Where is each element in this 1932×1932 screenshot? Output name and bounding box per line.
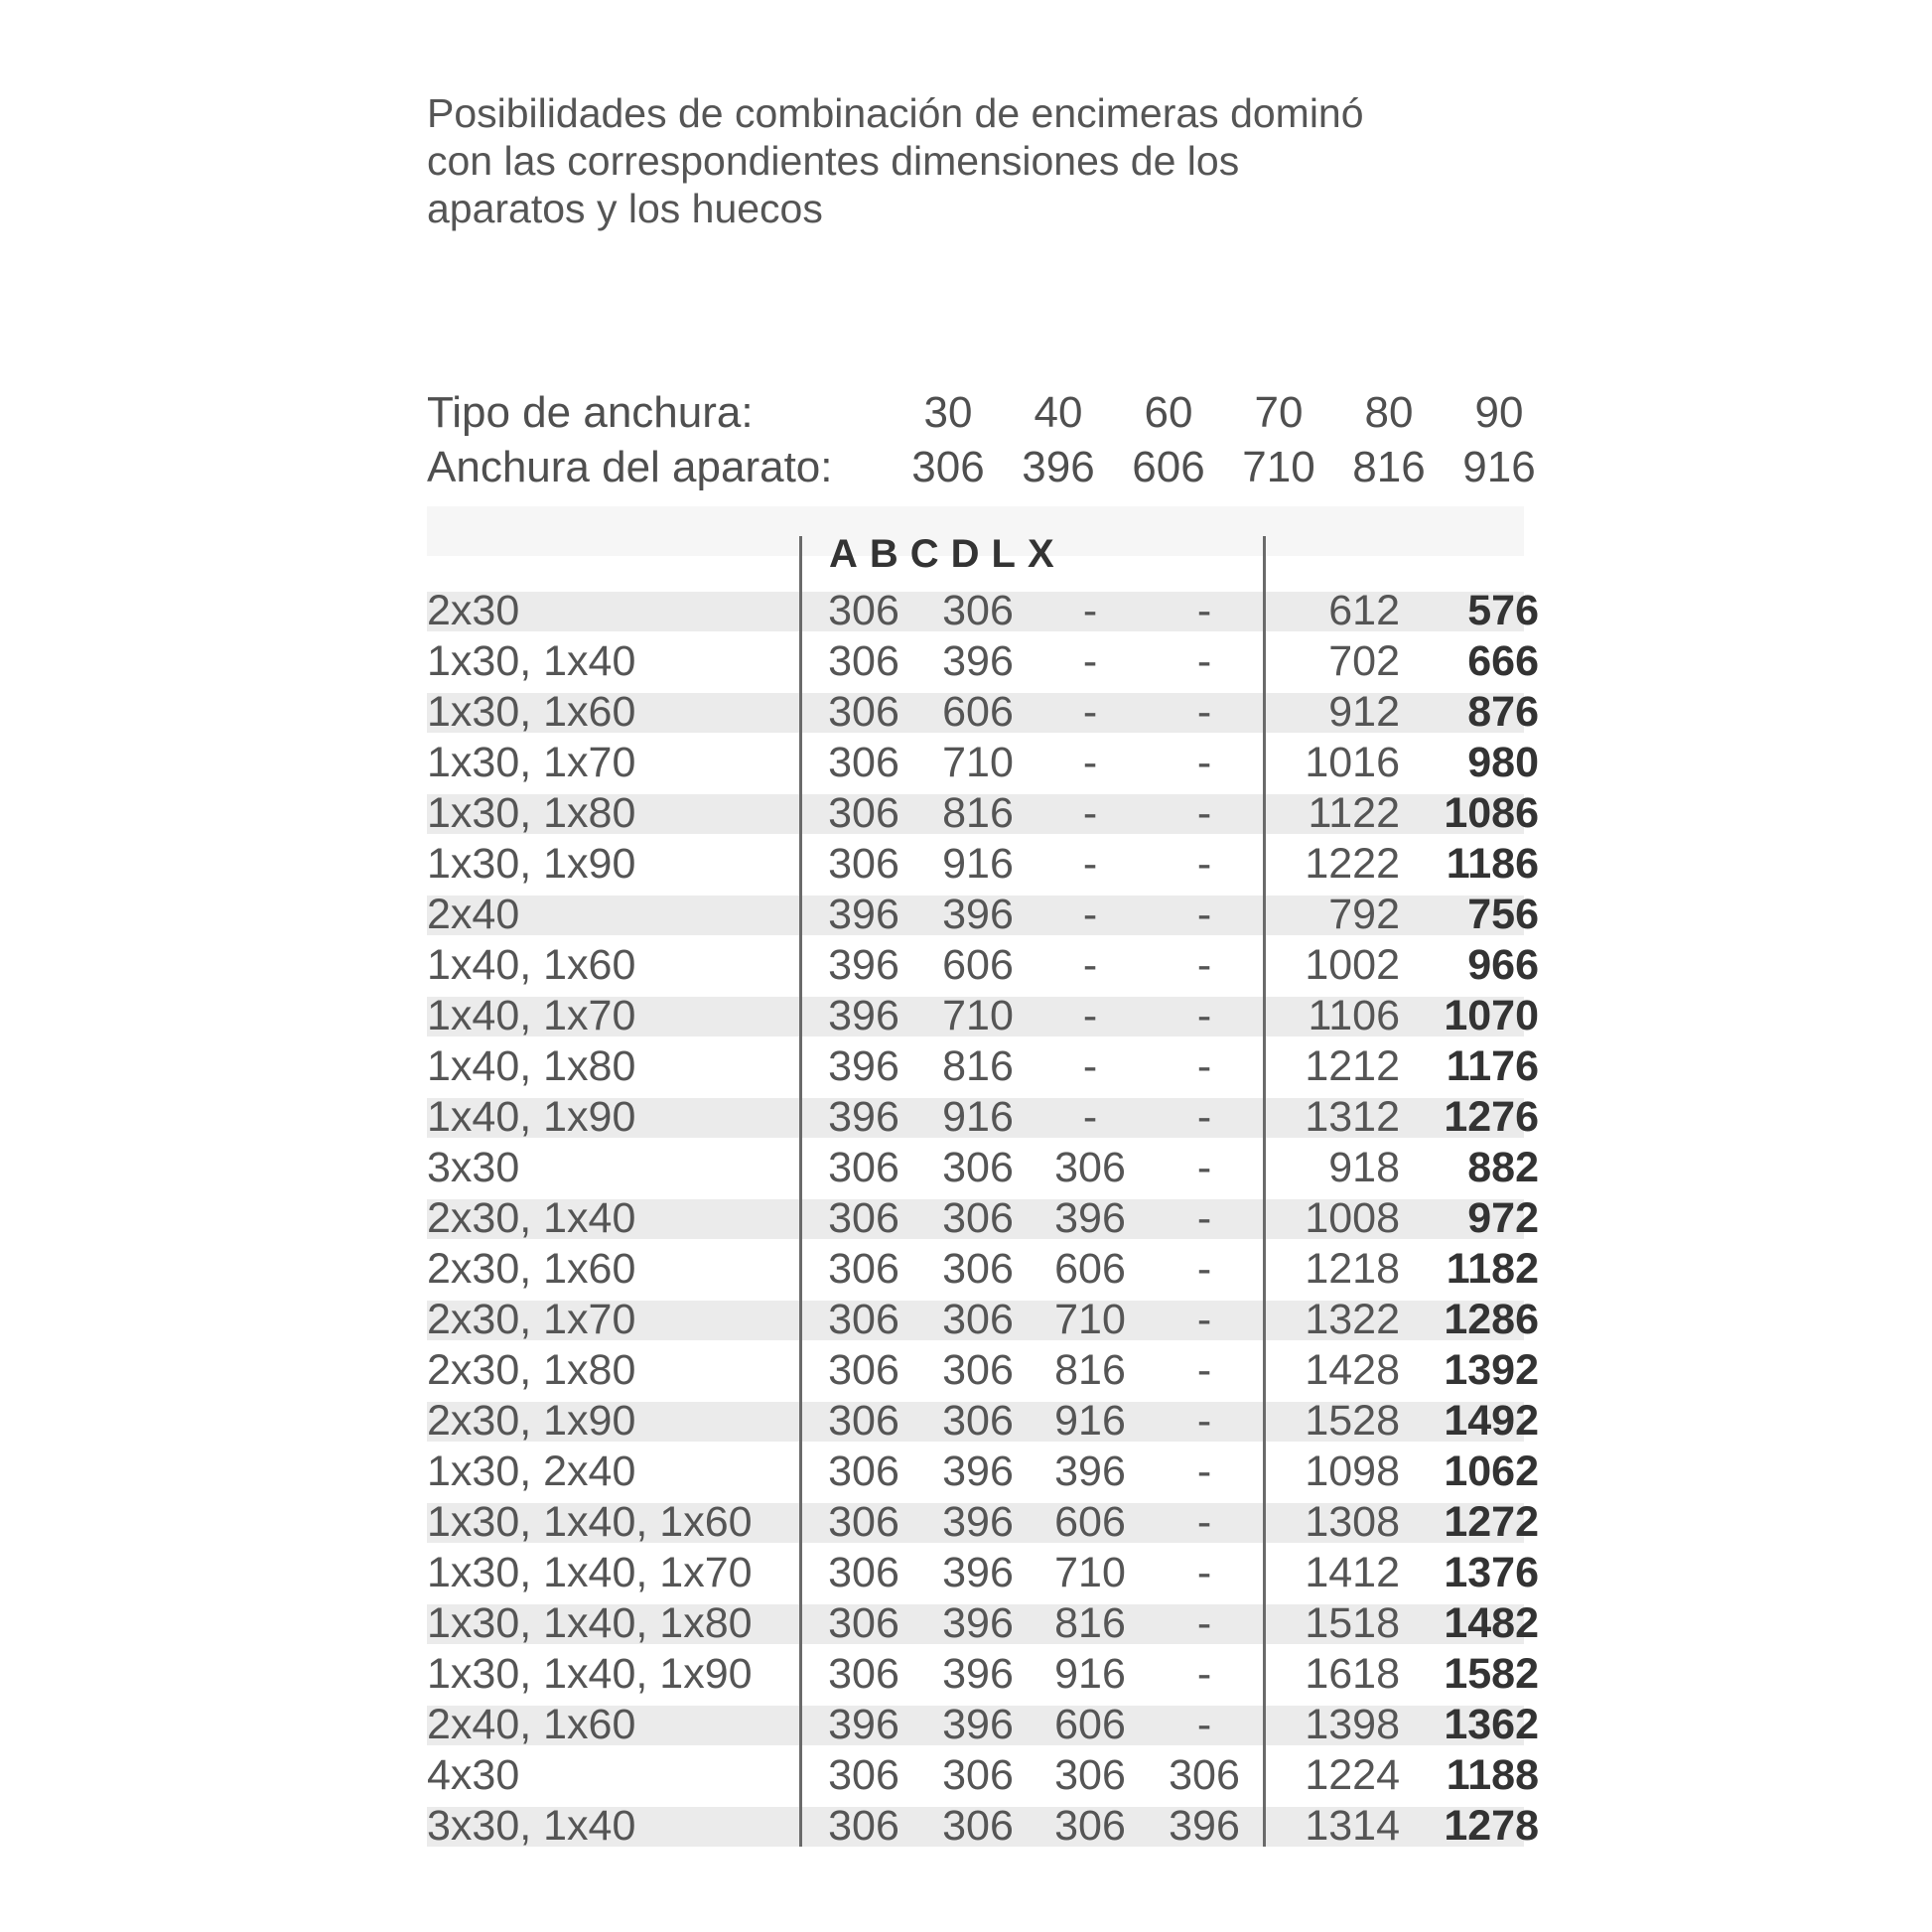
table-row [427,1700,1539,1750]
row-combination: 1x30, 1x60 [427,688,636,736]
device-width-value: 396 [1022,443,1095,491]
row-value-d: - [1196,1448,1212,1495]
row-niche: 882 [1467,1144,1539,1191]
row-niche: 1376 [1444,1549,1539,1596]
row-value-b: 306 [942,1144,1014,1191]
table-row [427,687,1539,738]
row-value-a: 306 [828,1144,899,1191]
table-row [427,1041,1539,1092]
row-niche: 1582 [1444,1650,1539,1698]
row-combination: 1x40, 1x60 [427,941,636,989]
width-type-label: Tipo de anchura: [427,388,754,437]
row-combination: 2x30, 1x40 [427,1194,636,1242]
row-width: 1222 [1305,840,1400,888]
width-type-value: 60 [1144,388,1193,437]
row-value-d: - [1196,891,1212,938]
row-combination: 2x30 [427,587,520,634]
row-value-d: 306 [1169,1751,1240,1799]
row-value-d: - [1196,1346,1212,1394]
row-value-a: 306 [828,1650,899,1698]
row-value-c: - [1082,637,1098,685]
table-row [427,1244,1539,1295]
row-value-a: 306 [828,1194,899,1242]
row-value-b: 306 [942,1245,1014,1293]
width-type-value: 40 [1034,388,1083,437]
row-value-b: 306 [942,587,1014,634]
row-width: 1528 [1305,1397,1400,1445]
row-combination: 1x30, 1x70 [427,739,636,786]
row-width: 702 [1328,637,1400,685]
row-value-d: - [1196,637,1212,685]
row-niche: 1062 [1444,1448,1539,1495]
row-value-d: - [1196,992,1212,1039]
row-value-b: 396 [942,1549,1014,1596]
row-value-c: - [1082,1042,1098,1090]
row-combination: 1x30, 1x40, 1x60 [427,1498,753,1546]
row-value-b: 396 [942,1448,1014,1495]
row-width: 1016 [1305,739,1400,786]
table-row [427,940,1539,991]
row-value-c: - [1082,587,1098,634]
row-value-d: - [1196,587,1212,634]
width-type-value: 30 [923,388,973,437]
row-value-c: 916 [1054,1397,1126,1445]
table-row [427,1649,1539,1700]
row-value-d: - [1196,1194,1212,1242]
row-value-b: 306 [942,1346,1014,1394]
table-row [427,890,1539,940]
row-width: 1098 [1305,1448,1400,1495]
row-combination: 2x40, 1x60 [427,1701,636,1748]
row-value-b: 396 [942,1650,1014,1698]
column-divider-right [1263,536,1266,1847]
row-value-c: - [1082,688,1098,736]
device-width-value: 816 [1352,443,1426,491]
row-combination: 1x30, 2x40 [427,1448,636,1495]
width-type-row [427,385,1524,440]
table-row [427,1447,1539,1497]
row-value-d: - [1196,1296,1212,1343]
row-combination: 1x30, 1x90 [427,840,636,888]
row-value-d: - [1196,1599,1212,1647]
row-value-d: - [1196,1397,1212,1445]
table-row [427,738,1539,788]
table-row [427,1193,1539,1244]
row-width: 792 [1328,891,1400,938]
row-value-b: 710 [942,739,1014,786]
row-width: 1212 [1305,1042,1400,1090]
row-value-a: 396 [828,941,899,989]
row-value-b: 396 [942,891,1014,938]
row-width: 1312 [1305,1093,1400,1141]
row-value-d: - [1196,1701,1212,1748]
row-niche: 1070 [1444,992,1539,1039]
row-value-c: 606 [1054,1498,1126,1546]
row-value-b: 606 [942,688,1014,736]
device-width-value: 606 [1132,443,1205,491]
row-width: 1106 [1308,992,1400,1039]
row-niche: 1186 [1446,840,1539,888]
table-row [427,1497,1539,1548]
row-value-c: 396 [1054,1194,1126,1242]
row-value-a: 396 [828,992,899,1039]
row-value-c: - [1082,789,1098,837]
row-combination: 1x30, 1x40 [427,637,636,685]
row-value-b: 816 [942,789,1014,837]
table-row [427,586,1539,636]
row-value-a: 396 [828,1042,899,1090]
column-divider-left [799,536,802,1847]
column-header: ABCDLX [829,532,1066,576]
row-niche: 966 [1467,941,1539,989]
row-value-b: 916 [942,1093,1014,1141]
table-row [427,839,1539,890]
row-niche: 1188 [1446,1751,1539,1799]
row-value-c: 816 [1054,1599,1126,1647]
row-value-a: 306 [828,587,899,634]
row-value-a: 306 [828,789,899,837]
row-combination: 3x30 [427,1144,520,1191]
row-width: 1314 [1305,1802,1400,1850]
row-value-a: 306 [828,688,899,736]
row-value-d: - [1196,840,1212,888]
table-row [427,991,1539,1041]
width-type-value: 70 [1254,388,1304,437]
row-width: 1322 [1305,1296,1400,1343]
row-value-d: - [1196,688,1212,736]
row-niche: 666 [1467,637,1539,685]
table-row [427,1750,1539,1801]
document [427,89,1539,1850]
row-value-b: 916 [942,840,1014,888]
device-width-row [427,440,1536,494]
row-combination: 3x30, 1x40 [427,1802,636,1850]
row-niche: 1086 [1444,789,1539,837]
row-value-a: 306 [828,637,899,685]
row-value-a: 306 [828,1802,899,1850]
row-value-b: 396 [942,1599,1014,1647]
row-combination: 4x30 [427,1751,520,1799]
row-combination: 2x40 [427,891,520,938]
row-value-a: 306 [828,1346,899,1394]
row-value-b: 306 [942,1397,1014,1445]
row-combination: 1x30, 1x40, 1x70 [427,1549,753,1596]
row-width: 1224 [1305,1751,1400,1799]
table-row [427,1801,1539,1852]
row-niche: 756 [1467,891,1539,938]
row-value-a: 396 [828,1701,899,1748]
row-value-b: 396 [942,1701,1014,1748]
row-value-a: 306 [828,1448,899,1495]
device-width-label: Anchura del aparato: [427,443,833,491]
row-value-d: - [1196,1093,1212,1141]
row-value-a: 306 [828,1498,899,1546]
row-niche: 1276 [1444,1093,1539,1141]
row-niche: 1492 [1444,1397,1539,1445]
title-line-1: Posibilidades de combinación de encimeras dominó [427,90,1364,136]
device-width-value: 306 [911,443,985,491]
row-value-b: 816 [942,1042,1014,1090]
row-niche: 876 [1467,688,1539,736]
row-value-d: - [1196,1498,1212,1546]
row-value-d: - [1196,1549,1212,1596]
row-value-a: 306 [828,1245,899,1293]
width-table [427,385,1536,494]
row-combination: 1x30, 1x40, 1x80 [427,1599,753,1647]
row-niche: 1272 [1444,1498,1539,1546]
row-combination: 2x30, 1x80 [427,1346,636,1394]
row-niche: 980 [1467,739,1539,786]
row-niche: 1278 [1444,1802,1539,1850]
table-row [427,1396,1539,1447]
row-value-d: - [1196,739,1212,786]
row-value-c: 816 [1054,1346,1126,1394]
row-value-b: 306 [942,1296,1014,1343]
document-title [427,89,1524,232]
row-niche: 1362 [1444,1701,1539,1748]
device-width-value: 916 [1462,443,1536,491]
row-value-b: 710 [942,992,1014,1039]
row-value-c: 306 [1054,1144,1126,1191]
row-value-b: 306 [942,1194,1014,1242]
row-value-c: - [1082,941,1098,989]
row-value-d: 396 [1169,1802,1240,1850]
row-value-d: - [1196,941,1212,989]
row-value-c: 306 [1054,1802,1126,1850]
row-value-a: 306 [828,1599,899,1647]
table-row [427,636,1539,687]
row-value-b: 606 [942,941,1014,989]
row-value-d: - [1196,1245,1212,1293]
row-value-c: - [1082,739,1098,786]
row-value-c: - [1082,891,1098,938]
row-combination: 2x30, 1x70 [427,1296,636,1343]
row-combination: 1x30, 1x40, 1x90 [427,1650,753,1698]
row-niche: 1286 [1444,1296,1539,1343]
combination-table [427,586,1539,1852]
row-width: 1518 [1305,1599,1400,1647]
row-value-a: 306 [828,1296,899,1343]
row-combination: 2x30, 1x60 [427,1245,636,1293]
row-combination: 1x40, 1x70 [427,992,636,1039]
title-line-3: aparatos y los huecos [427,186,823,231]
row-width: 1002 [1305,941,1400,989]
row-width: 1398 [1305,1701,1400,1748]
row-value-c: 606 [1054,1701,1126,1748]
row-width: 1618 [1305,1650,1400,1698]
row-width: 1008 [1305,1194,1400,1242]
row-value-d: - [1196,1650,1212,1698]
row-value-c: 306 [1054,1751,1126,1799]
row-niche: 576 [1467,587,1539,634]
row-value-c: - [1082,992,1098,1039]
row-value-c: - [1082,840,1098,888]
table-row [427,1345,1539,1396]
row-width: 1308 [1305,1498,1400,1546]
row-value-d: - [1196,1144,1212,1191]
row-combination: 2x30, 1x90 [427,1397,636,1445]
row-width: 912 [1328,688,1400,736]
table-row [427,1548,1539,1598]
row-width: 612 [1328,587,1400,634]
row-value-a: 306 [828,1397,899,1445]
row-value-c: - [1082,1093,1098,1141]
width-type-value: 80 [1364,388,1414,437]
row-value-b: 306 [942,1802,1014,1850]
row-combination: 1x40, 1x90 [427,1093,636,1141]
row-value-a: 306 [828,840,899,888]
row-value-b: 396 [942,637,1014,685]
width-type-value: 90 [1474,388,1524,437]
row-value-c: 710 [1054,1549,1126,1596]
table-row [427,1092,1539,1143]
row-width: 1218 [1305,1245,1400,1293]
row-value-c: 396 [1054,1448,1126,1495]
table-row [427,788,1539,839]
row-width: 1122 [1308,789,1400,837]
row-width: 1412 [1305,1549,1400,1596]
device-width-value: 710 [1242,443,1315,491]
row-niche: 1482 [1444,1599,1539,1647]
row-value-b: 396 [942,1498,1014,1546]
table-row [427,1143,1539,1193]
row-niche: 972 [1467,1194,1539,1242]
row-niche: 1182 [1446,1245,1539,1293]
row-value-d: - [1196,1042,1212,1090]
title-line-2: con las correspondientes dimensiones de los [427,138,1240,184]
row-combination: 1x30, 1x80 [427,789,636,837]
row-width: 1428 [1305,1346,1400,1394]
row-value-a: 306 [828,739,899,786]
table-row [427,1598,1539,1649]
row-value-c: 916 [1054,1650,1126,1698]
row-value-a: 306 [828,1751,899,1799]
row-value-d: - [1196,789,1212,837]
row-value-b: 306 [942,1751,1014,1799]
table-row [427,1295,1539,1345]
row-value-c: 710 [1054,1296,1126,1343]
row-value-a: 396 [828,891,899,938]
row-combination: 1x40, 1x80 [427,1042,636,1090]
row-value-a: 396 [828,1093,899,1141]
row-value-a: 306 [828,1549,899,1596]
row-niche: 1392 [1444,1346,1539,1394]
row-value-c: 606 [1054,1245,1126,1293]
row-niche: 1176 [1446,1042,1539,1090]
row-width: 918 [1328,1144,1400,1191]
